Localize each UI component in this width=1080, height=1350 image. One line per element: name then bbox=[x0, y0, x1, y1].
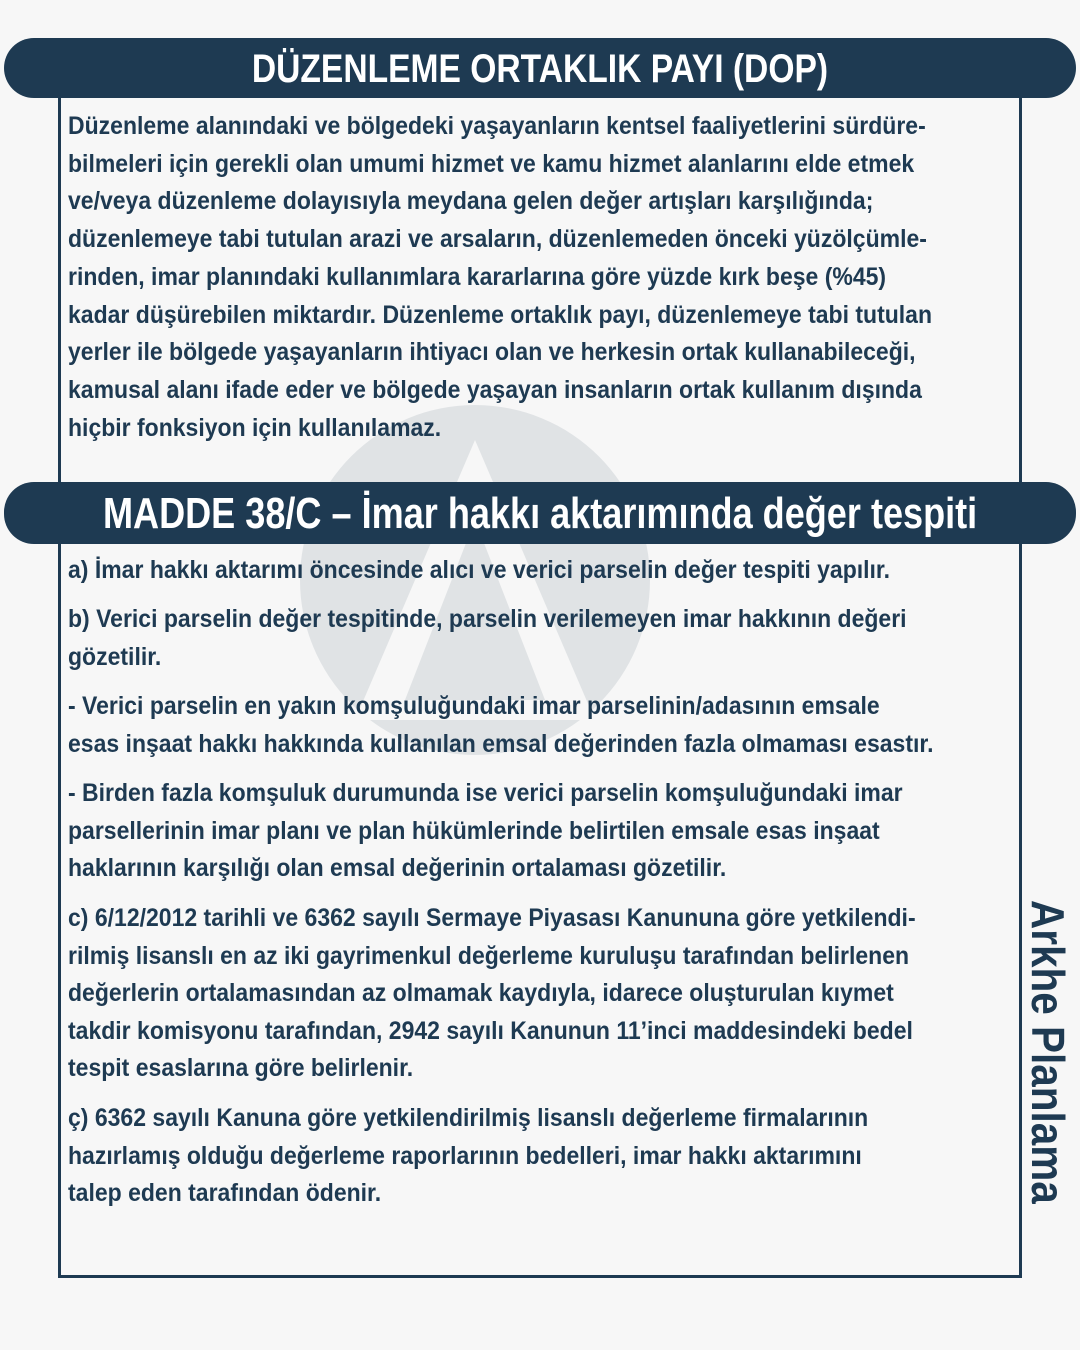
section2-title-banner bbox=[4, 482, 1076, 544]
paragraph-c-cedilla bbox=[68, 1100, 1018, 1213]
body-line: haklarının karşılığı olan emsal değerinin ortalaması gözetilir. bbox=[68, 854, 727, 882]
body-line: c) 6/12/2012 tarihli ve 6362 sayılı Sermaye Piyasası Kanununa göre yetkilendi- bbox=[68, 904, 916, 932]
body-line: b) Verici parselin değer tespitinde, parselin verilemeyen imar hakkının değeri bbox=[68, 605, 907, 633]
section2-title: MADDE 38/C – İmar hakkı aktarımında değer tespiti bbox=[102, 489, 978, 538]
brand-sidebar bbox=[1018, 900, 1078, 1280]
brand-name: Arkhe Planlama bbox=[1022, 900, 1074, 1204]
paragraph-b bbox=[68, 601, 1018, 676]
section1-title-banner bbox=[4, 38, 1076, 98]
body-line: kadar düşürebilen miktardır. Düzenleme ortaklık payı, düzenlemeye tabi tutulan bbox=[68, 300, 933, 329]
body-line: tespit esaslarına göre belirlenir. bbox=[68, 1054, 414, 1082]
body-line: gözetilir. bbox=[68, 642, 162, 671]
body-line: Düzenleme alanındaki ve bölgedeki yaşayanların kentsel faaliyetlerini sürdüre- bbox=[68, 112, 926, 140]
body-line: rilmiş lisanslı en az iki gayrimenkul değerleme kuruluşu tarafından belirlenen bbox=[68, 941, 910, 970]
body-line: değerlerin ortalamasından az olmamak kaydıyla, idarece oluşturulan kıymet bbox=[68, 979, 894, 1007]
body-line: ve/veya düzenleme dolayısıyla meydana gelen değer artışları karşılığında; bbox=[68, 187, 874, 216]
body-line: düzenlemeye tabi tutulan arazi ve arsaların, düzenlemeden önceki yüzölçümle- bbox=[68, 225, 927, 254]
section1-body bbox=[68, 108, 1018, 447]
paragraph-a bbox=[68, 552, 1018, 590]
body-line: kamusal alanı ifade eder ve bölgede yaşayan insanların ortak kullanım dışında bbox=[68, 375, 922, 404]
body-line: parsellerinin imar planı ve plan hükümlerinde belirtilen emsale esas inşaat bbox=[68, 816, 880, 845]
paragraph-nearest-neighbour bbox=[68, 688, 1018, 763]
section1-title: DÜZENLEME ORTAKLIK PAYI (DOP) bbox=[251, 47, 829, 91]
body-line: - Verici parselin en yakın komşuluğundaki imar parselinin/adasının emsale bbox=[68, 692, 880, 720]
body-line: ç) 6362 sayılı Kanuna göre yetkilendirilmiş lisanslı değerleme firmalarının bbox=[68, 1104, 869, 1132]
paragraph-c bbox=[68, 900, 1018, 1088]
paragraph-multiple-neighbours bbox=[68, 775, 1018, 888]
body-line: yerler ile bölgede yaşayanların ihtiyacı olan ve herkesin ortak kullanabileceği, bbox=[68, 338, 916, 367]
body-line: rinden, imar planındaki kullanımlara kararlarına göre yüzde kırk beşe (%45) bbox=[68, 262, 887, 291]
body-line: hiçbir fonksiyon için kullanılamaz. bbox=[68, 413, 442, 442]
body-line: esas inşaat hakkı hakkında kullanılan emsal değerinden fazla olmaması esastır. bbox=[68, 729, 934, 758]
body-line: a) İmar hakkı aktarımı öncesinde alıcı ve verici parselin değer tespiti yapılır. bbox=[68, 556, 891, 584]
body-line: bilmeleri için gerekli olan umumi hizmet ve kamu hizmet alanlarını elde etmek bbox=[68, 149, 915, 178]
body-line: takdir komisyonu tarafından, 2942 sayılı Kanunun 11’inci maddesindeki bedel bbox=[68, 1016, 913, 1045]
body-line: hazırlamış olduğu değerleme raporlarının bedelleri, imar hakkı aktarımını bbox=[68, 1141, 862, 1170]
body-line: talep eden tarafından ödenir. bbox=[68, 1179, 382, 1207]
body-line: - Birden fazla komşuluk durumunda ise verici parselin komşuluğundaki imar bbox=[68, 779, 903, 807]
